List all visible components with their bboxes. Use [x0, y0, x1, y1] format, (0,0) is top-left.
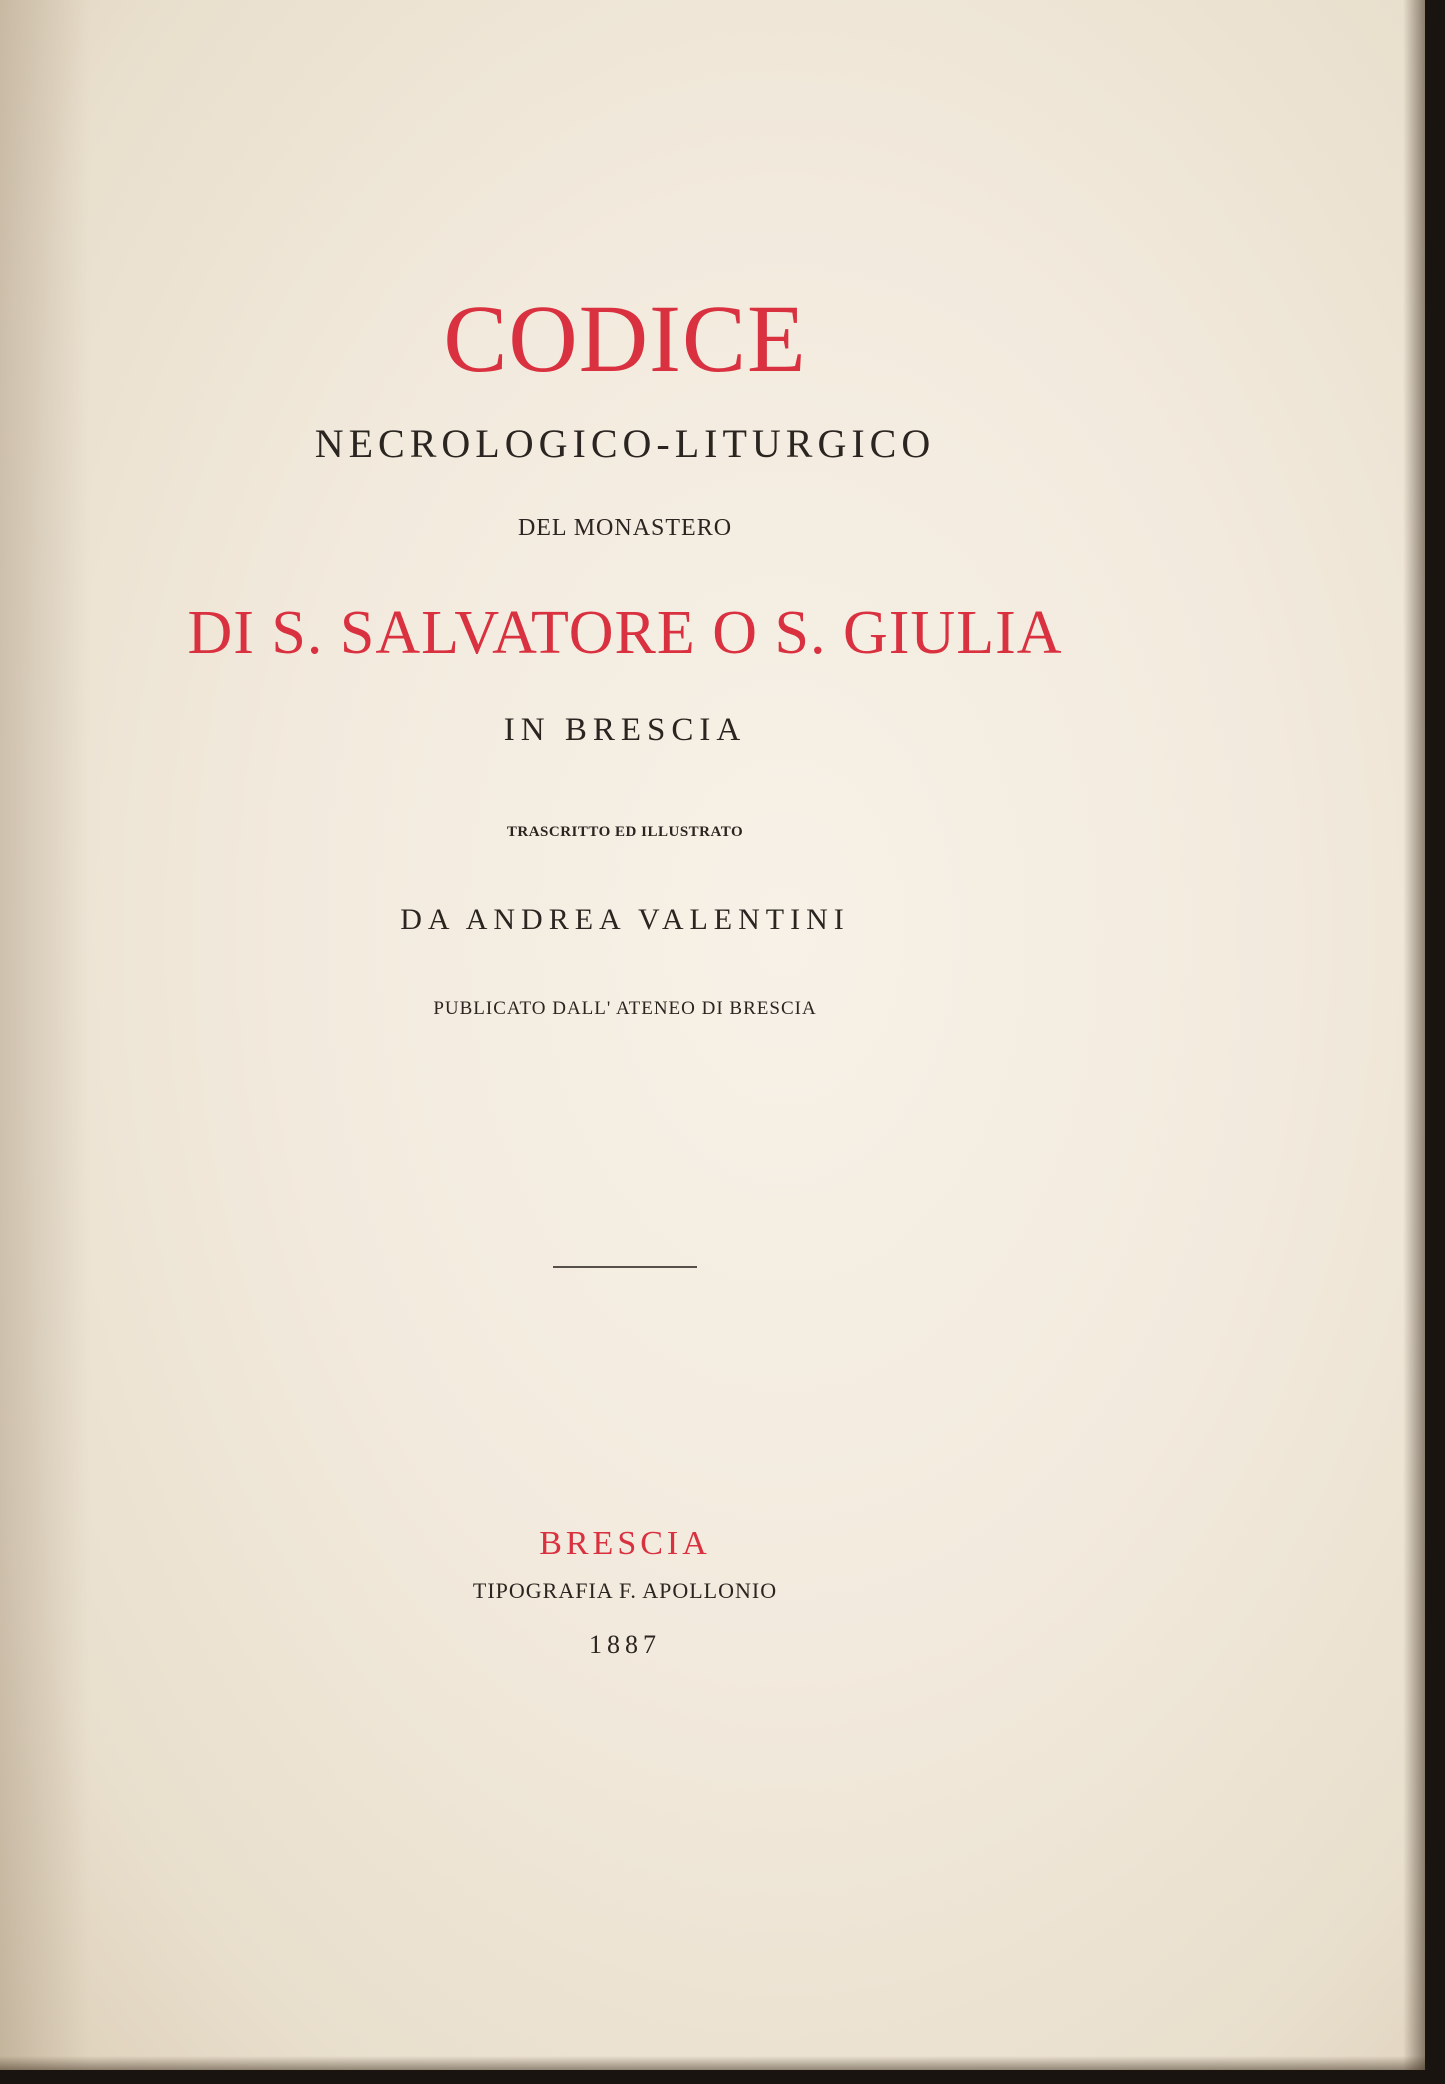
monastery-name: DI S. SALVATORE O S. GIULIA	[187, 599, 1063, 667]
publisher-line: PUBLICATO DALL' ATENEO DI BRESCIA	[433, 998, 817, 1019]
page-edge-shadow	[1403, 0, 1425, 2070]
transcribed-line: TRASCRITTO ED ILLUSTRATO	[506, 824, 744, 840]
author-line: DA ANDREA VALENTINI	[400, 903, 850, 936]
book-subtitle: NECROLOGICO-LITURGICO	[314, 421, 936, 466]
imprint-city: BRESCIA	[539, 1525, 711, 1562]
book-title: CODICE	[443, 285, 807, 392]
place-line: IN BRESCIA	[503, 712, 747, 748]
divider-rule	[553, 1266, 697, 1268]
imprint-printer: TIPOGRAFIA F. APOLLONIO	[472, 1578, 778, 1603]
imprint-year: 1887	[589, 1630, 661, 1659]
bottom-edge-shadow	[0, 2056, 1425, 2070]
of-the-monastery: DEL MONASTERO	[517, 515, 733, 541]
